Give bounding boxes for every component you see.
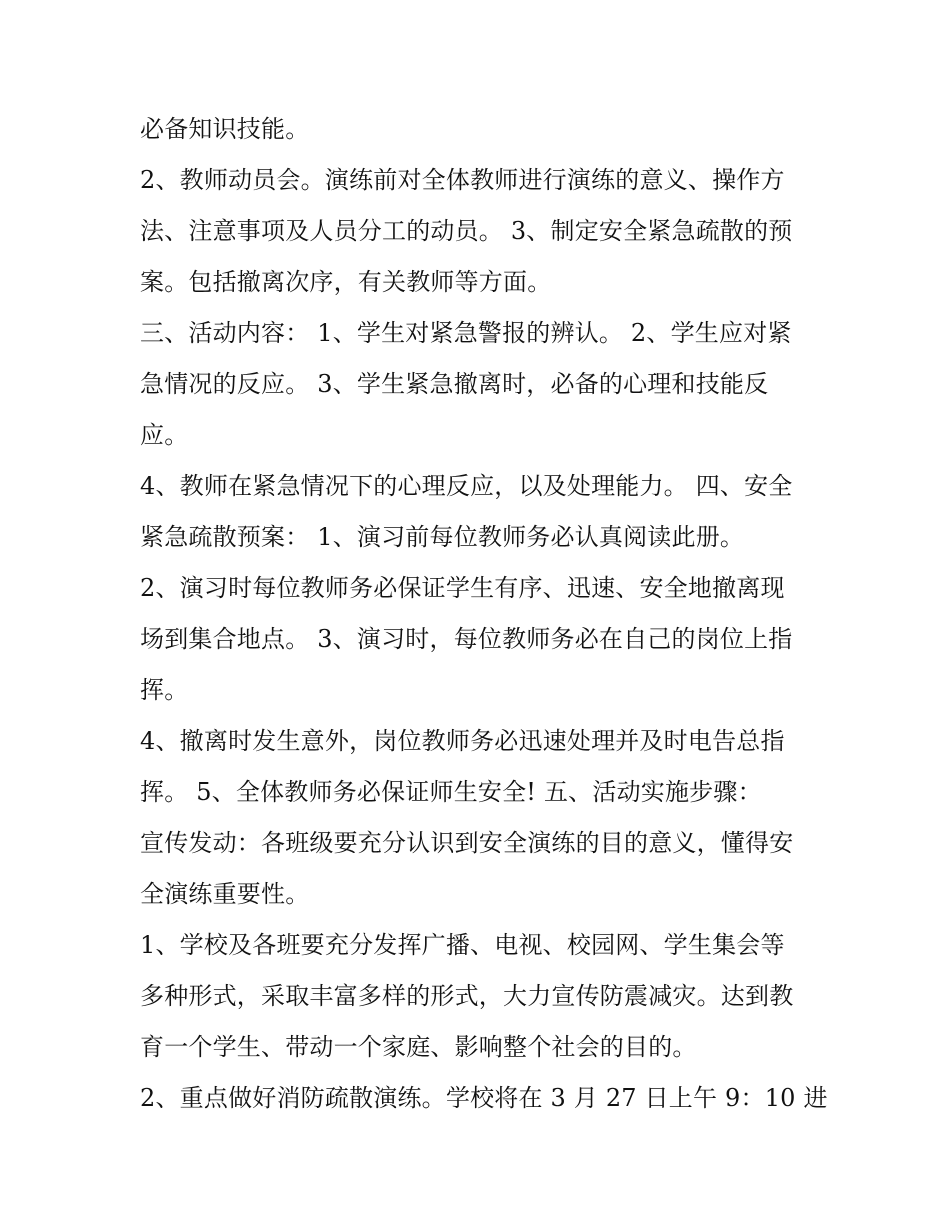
- text-line: 场到集合地点。 3、演习时，每位教师务必在自己的岗位上指: [140, 625, 793, 653]
- text-line: 应。: [140, 421, 189, 449]
- text-line: 法、注意事项及人员分工的动员。 3、制定安全紧急疏散的预: [140, 217, 793, 245]
- text-line: 多种形式，采取丰富多样的形式，大力宣传防震减灾。达到教: [140, 982, 794, 1010]
- text-line: 4、撤离时发生意外，岗位教师务必迅速处理并及时电告总指: [140, 727, 785, 755]
- text-line: 案。包括撤离次序，有关教师等方面。: [140, 268, 552, 296]
- text-line: 4、教师在紧急情况下的心理反应，以及处理能力。 四、安全: [140, 472, 793, 500]
- text-line: 育一个学生、带动一个家庭、影响整个社会的目的。: [140, 1033, 697, 1061]
- document-body: [140, 104, 840, 1124]
- text-line: 挥。: [140, 676, 189, 704]
- text-line: 全演练重要性。: [140, 880, 310, 908]
- text-line: 宣传发动：各班级要充分认识到安全演练的目的意义，懂得安: [140, 829, 794, 857]
- text-line: 挥。 5、全体教师务必保证师生安全! 五、活动实施步骤：: [140, 778, 762, 806]
- text-line: 急情况的反应。 3、学生紧急撤离时，必备的心理和技能反: [140, 370, 769, 398]
- text-line: 紧急疏散预案： 1、演习前每位教师务必认真阅读此册。: [140, 523, 745, 551]
- text-line: 必备知识技能。: [140, 115, 310, 143]
- text-line: 1、学校及各班要充分发挥广播、电视、校园网、学生集会等: [140, 931, 785, 959]
- text-line: 三、活动内容： 1、学生对紧急警报的辨认。 2、学生应对紧: [140, 319, 792, 347]
- text-line: 2、演习时每位教师务必保证学生有序、迅速、安全地撤离现: [140, 574, 785, 602]
- text-line: 2、教师动员会。演练前对全体教师进行演练的意义、操作方: [140, 166, 785, 194]
- text-line: 2、重点做好消防疏散演练。学校将在 3 月 27 日上午 9：10 进: [140, 1084, 828, 1112]
